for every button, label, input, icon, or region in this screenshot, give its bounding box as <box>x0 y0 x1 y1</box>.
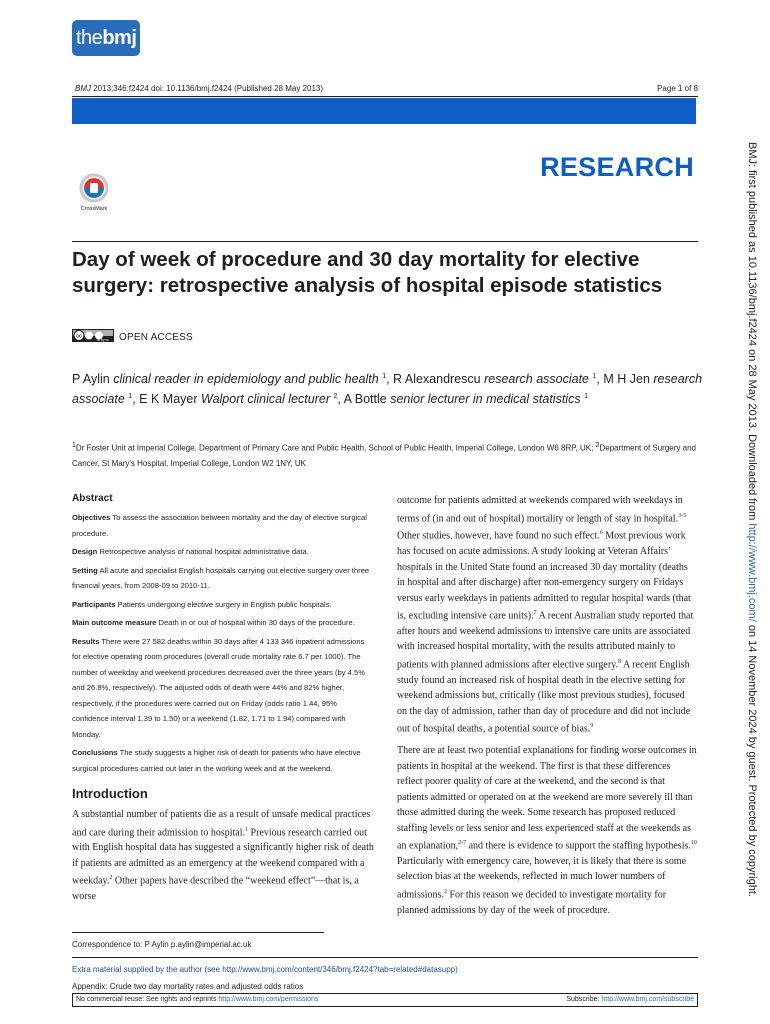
abstract-setting <box>72 563 375 594</box>
reference-number[interactable]: 7 <box>533 610 537 617</box>
abstract-conclusions <box>72 745 375 776</box>
body-paragraph: outcome for patients admitted at weekends compared with weekdays in terms of (in and out of hospital) mortality or length of stay in hospital.$^{3-5}$ Other studies, however, have found no such effect.$^6$ Most previous work has focused on acute admissions. A study looking at Veteran Affairs’ hospitals in the United State found an increased 30 day mortality (deaths in hospital and after discharge) after non-emergency surgery on Fridays versus early weekdays in patients admitted to regular hospital wards (that is, excluding intensive care units).$^7$ A recent Australian study reported that after hours and weekend admissions to intensive care units are associated with increased hospital mortality, with the results attributed mainly to patients with planned admissions after elective surgery.$^8$ A recent English study found an increased risk of hospital death in the elective setting for weekend admissions but, critically (like most previous studies), focused on the day of admission, rather than day of procedure and did not include out of hospital deaths, a potential source of bias.$^9$ <box>397 495 694 735</box>
author-affiliation: 1 <box>128 393 133 401</box>
footer-box <box>72 993 698 1007</box>
author-affiliation: 2 <box>333 393 338 401</box>
author-name: E K Mayer <box>139 392 198 407</box>
extra-material-link[interactable]: Extra material supplied by the author (see http://www.bmj.com/content/346/bmj.f2424?tab=related#datasupp) <box>72 965 458 974</box>
reference-number[interactable]: 2 <box>443 888 447 895</box>
download-watermark: BMJ: first published as 10.1136/bmj.f2424 on 28 May 2013. Downloaded from http://www.bmj.com/ on 14 November 2024 by guest. Protected by copyright. <box>746 142 758 897</box>
bmj-logo[interactable] <box>72 20 140 56</box>
reference-number[interactable]: 10 <box>690 840 697 847</box>
citation-journal: BMJ <box>75 84 91 93</box>
abstract-text: Patients undergoing elective surgery in English public hospitals. <box>117 599 332 609</box>
crossmark-badge[interactable] <box>76 172 112 216</box>
abstract-label: Objectives <box>72 513 111 522</box>
article-title: Day of week of procedure and 30 day mortality for elective surgery: retrospective analysis of hospital episode statistics <box>72 248 663 297</box>
abstract-results <box>72 634 375 743</box>
author-role: Walport clinical lecturer <box>201 392 330 407</box>
abstract-label: Conclusions <box>72 748 118 757</box>
page-number: Page 1 of 8 <box>657 84 698 93</box>
abstract-label: Design <box>72 547 98 556</box>
author-name: P Aylin <box>72 372 110 387</box>
abstract-text: There were 27 582 deaths within 30 days after 4 133 346 inpatient admissions for elective operating room procedures (overall crude mortality rate 6.7 per 1000). The number of weekday and weekend procedures decreased over the three years (by 4.5% and 26.8%, respectively). The adjusted odds of death were 44% and 82% higher, respectively, if the procedures were carried out on Friday (odds ratio 1.44, 95% confidence interval 1.39 to 1.50) or a weekend (1.82, 1.71 to 1.94) compared with Monday. <box>72 636 365 739</box>
right-column <box>397 493 697 924</box>
introduction-text: A substantial number of patients die as a result of unsafe medical practices and care during their admission to hospital.$^1$ Previous research carried out with English hospital data has suggested a significantly higher risk of death if patients are admitted as an emergency at the weekend compared with a weekday.$^2$ Other papers have described the “weekend effect”—that is, a worse <box>72 809 374 903</box>
author-name: M H Jen <box>603 372 650 387</box>
abstract-label: Results <box>72 636 100 646</box>
author-affiliation: 1 <box>584 393 588 401</box>
abstract-design <box>72 544 375 560</box>
section-label: RESEARCH <box>540 152 694 182</box>
author-affiliation: 1 <box>592 373 597 380</box>
crossmark-icon <box>76 172 112 216</box>
abstract-label: Setting <box>72 565 98 575</box>
header-blue-bar <box>72 98 696 124</box>
abstract-label: Participants <box>72 599 116 609</box>
affiliations <box>72 438 712 472</box>
abstract-text: The study suggests a higher risk of death for patients who have elective surgical procedures carried out later in the working week and at the weekend. <box>72 748 361 773</box>
reference-number[interactable]: 2-7 <box>458 840 467 847</box>
author-role: research associate <box>484 372 590 387</box>
logo-bmj: bmj <box>102 27 137 49</box>
creative-commons-icon <box>72 329 114 342</box>
subscribe-notice: Subscribe: http://www.bmj.com/subscribe <box>566 996 694 1003</box>
abstract-label: Main outcome measure <box>72 618 157 627</box>
reference-number[interactable]: 2 <box>109 875 113 882</box>
citation-line <box>75 84 323 93</box>
subscribe-link[interactable]: http://www.bmj.com/subscribe <box>601 996 694 1003</box>
author-list: P Aylin clinical reader in epidemiology and public health $^1$, R Alexandrescu research associate $^1$, M H Jen research associate $^1$, E K Mayer Walport clinical lecturer $^2$, A Bottle senior lecturer in medical statistics $^1$ <box>72 372 703 407</box>
abstract-text: Death in or out of hospital within 30 days of the procedure. <box>158 618 355 627</box>
permissions-link[interactable]: http://www.bmj.com/permissions <box>218 996 319 1003</box>
appendix-note: Appendix: Crude two day mortality rates and adjusted odds ratios <box>72 982 304 991</box>
cc-license-badge[interactable] <box>72 329 114 342</box>
affiliation-2: Department of Surgery and Cancer, St Mary's Hospital, Imperial College, London W2 1NY, UK <box>72 443 696 469</box>
abstract-text: All acute and specialist English hospitals carrying out elective surgery over three financial years, from 2008-09 to 2010-11. <box>72 565 370 590</box>
abstract-text: To assess the association between mortality and the day of elective surgical procedure. <box>72 513 367 538</box>
citation-details: 2013;346:f2424 doi: 10.1136/bmj.f2424 (Published 28 May 2013) <box>91 84 324 93</box>
abstract-outcome <box>72 615 375 631</box>
correspondence: Correspondence to: P Aylin p.aylin@imperial.ac.uk <box>72 940 252 949</box>
cc-badge-text: cc by nc <box>97 338 109 342</box>
reference-number[interactable]: 6 <box>599 530 603 537</box>
footnote-rule <box>72 932 324 933</box>
title-rule <box>72 241 698 242</box>
author-name: R Alexandrescu <box>393 372 481 387</box>
author-role: senior lecturer in medical statistics <box>390 392 581 407</box>
body-paragraph: There are at least two potential explanations for finding worse outcomes in patients in hospital at the weekend. The first is that these differences reflect poorer quality of care at the weekend, and the second is that patients admitted or operated on at the weekend are more severely ill than those admitted during the week. Some research has proposed reduced staffing levels or less senior and less experienced staff at the weekends as an explanation,$^{2-7}$ and there is evidence to support the staffing hypothesis.$^{10}$ Particularly with emergency care, however, it is likely that there is some selection bias at the weekends, reflected in much lower numbers of admissions.$^2$ For this reason we decided to investigate mortality for planned admissions by day of the week of procedure. <box>397 745 697 916</box>
reuse-notice: No commercial reuse: See rights and reprints http://www.bmj.com/permissions <box>76 996 319 1003</box>
affiliation-number: 1 <box>72 442 76 449</box>
affiliation-number: 2 <box>595 442 600 449</box>
author-role: clinical reader in epidemiology and public health <box>113 372 379 387</box>
open-access-label: OPEN ACCESS <box>119 332 193 343</box>
abstract-text: Retrospective analysis of national hospital administrative data. <box>99 547 309 556</box>
abstract-participants <box>72 597 375 613</box>
introduction-heading: Introduction <box>72 786 148 801</box>
left-column <box>72 493 375 905</box>
logo-the: the <box>76 27 103 49</box>
reference-number[interactable]: 9 <box>590 723 594 730</box>
reference-number[interactable]: 1 <box>245 826 249 833</box>
reference-number[interactable]: 8 <box>618 658 622 665</box>
affiliation-1: Dr Foster Unit at Imperial College, Department of Primary Care and Public Health, School of Public Health, Imperial College, London W6 8RP, UK; <box>75 443 594 453</box>
reference-number[interactable]: 3-5 <box>678 512 687 519</box>
abstract-objectives <box>72 510 375 541</box>
author-role: research associate <box>72 372 703 407</box>
abstract-heading: Abstract <box>72 493 113 504</box>
crossmark-label: CrossMark <box>80 206 108 212</box>
bmj-home-link[interactable]: http://www.bmj.com/ <box>746 523 758 622</box>
footer-rule <box>72 957 698 958</box>
supplementary-info <box>72 961 698 995</box>
header-rule <box>72 96 698 97</box>
author-affiliation: 1 <box>382 373 387 380</box>
svg-text:cc: cc <box>76 333 82 340</box>
author-name: A Bottle <box>343 392 387 407</box>
